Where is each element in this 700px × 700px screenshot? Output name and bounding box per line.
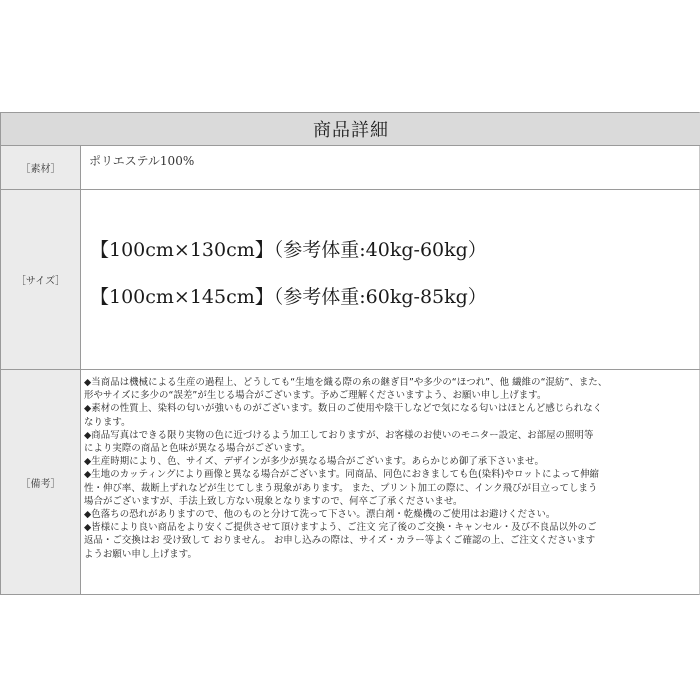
material-value-cell [82,146,700,189]
note-line: ◆皆様により良い商品をより安くご提供させて頂けますよう、ご注文 完了後のご交換・キャンセル・及び不良品以外のご [84,522,597,534]
table-title: 商品詳細 [1,113,700,146]
note-line: ◆素材の性質上、染料の匂いが強いものがございます。数日のご使用や陰干しなどで気になる匂いはほとんど感じられなく [84,403,603,415]
size-option-2: 【100cm×145cm】（参考体重:60kg-85kg） [90,286,487,308]
note-line: ◆生産時期により、色、サイズ、デザインが多少が異なる場合がございます。あらかじめ御了承下さいませ。 [84,456,544,468]
note-line: ◆色落ちの恐れがありますので、他のものと分けて洗って下さい。漂白剤・乾燥機のご使用はお避けください。 [84,509,556,521]
note-line: ◆当商品は機械による生産の過程上、どうしても“生地を織る際の糸の継ぎ目”や多少の“ほつれ”、他 繊維の“混紡”、また、 [84,377,608,388]
size-row [1,190,700,370]
note-line: ようお願い申し上げます。 [84,548,197,560]
note-line: により実際の商品と色味が異なる場合がございます。 [84,443,311,455]
note-line: 性・伸び率、裁断上ずれなどが生じてしまう現象があります。 また、プリント加工の際に、インク飛びが目立ってしまう [84,482,598,494]
note-line: ◆生地のカッティングにより画像と異なる場合がございます。同商品、同色におきましても色(染料)やロットによって伸縮 [84,469,600,481]
note-line: なります。 [84,416,131,428]
size-value-cell [82,190,700,369]
notes-label: ［備考］ [1,370,81,594]
notes-value-cell [82,370,700,594]
note-line: 形やサイズに多少の“誤差”が生じる場合がございます。予めご理解くださいますよう、お願い申し上げます。 [84,390,547,402]
product-details-table [0,112,700,595]
material-row [1,146,700,190]
size-label: ［サイズ］ [1,190,81,369]
note-line: ◆商品写真はできる限り実物の色に近づけるよう加工しておりますが、お客様のお使いのモニター設定、お部屋の照明等 [84,429,594,441]
notes-row [1,370,700,594]
note-line: 場合がございますが、手法上致し方ない現象となりますので、何卒ご了承くださいませ。 [84,495,463,507]
note-line: 返品・ご交換はお 受け致して おりません。 お申し込みの際は、サイズ・カラー等よくご確認の上、ご注文くださいます [84,535,596,547]
size-option-1: 【100cm×130cm】（参考体重:40kg-60kg） [90,239,487,261]
notes-text [84,376,697,561]
material-value: ポリエステル100% [89,154,195,168]
material-label: ［素材］ [1,146,81,189]
